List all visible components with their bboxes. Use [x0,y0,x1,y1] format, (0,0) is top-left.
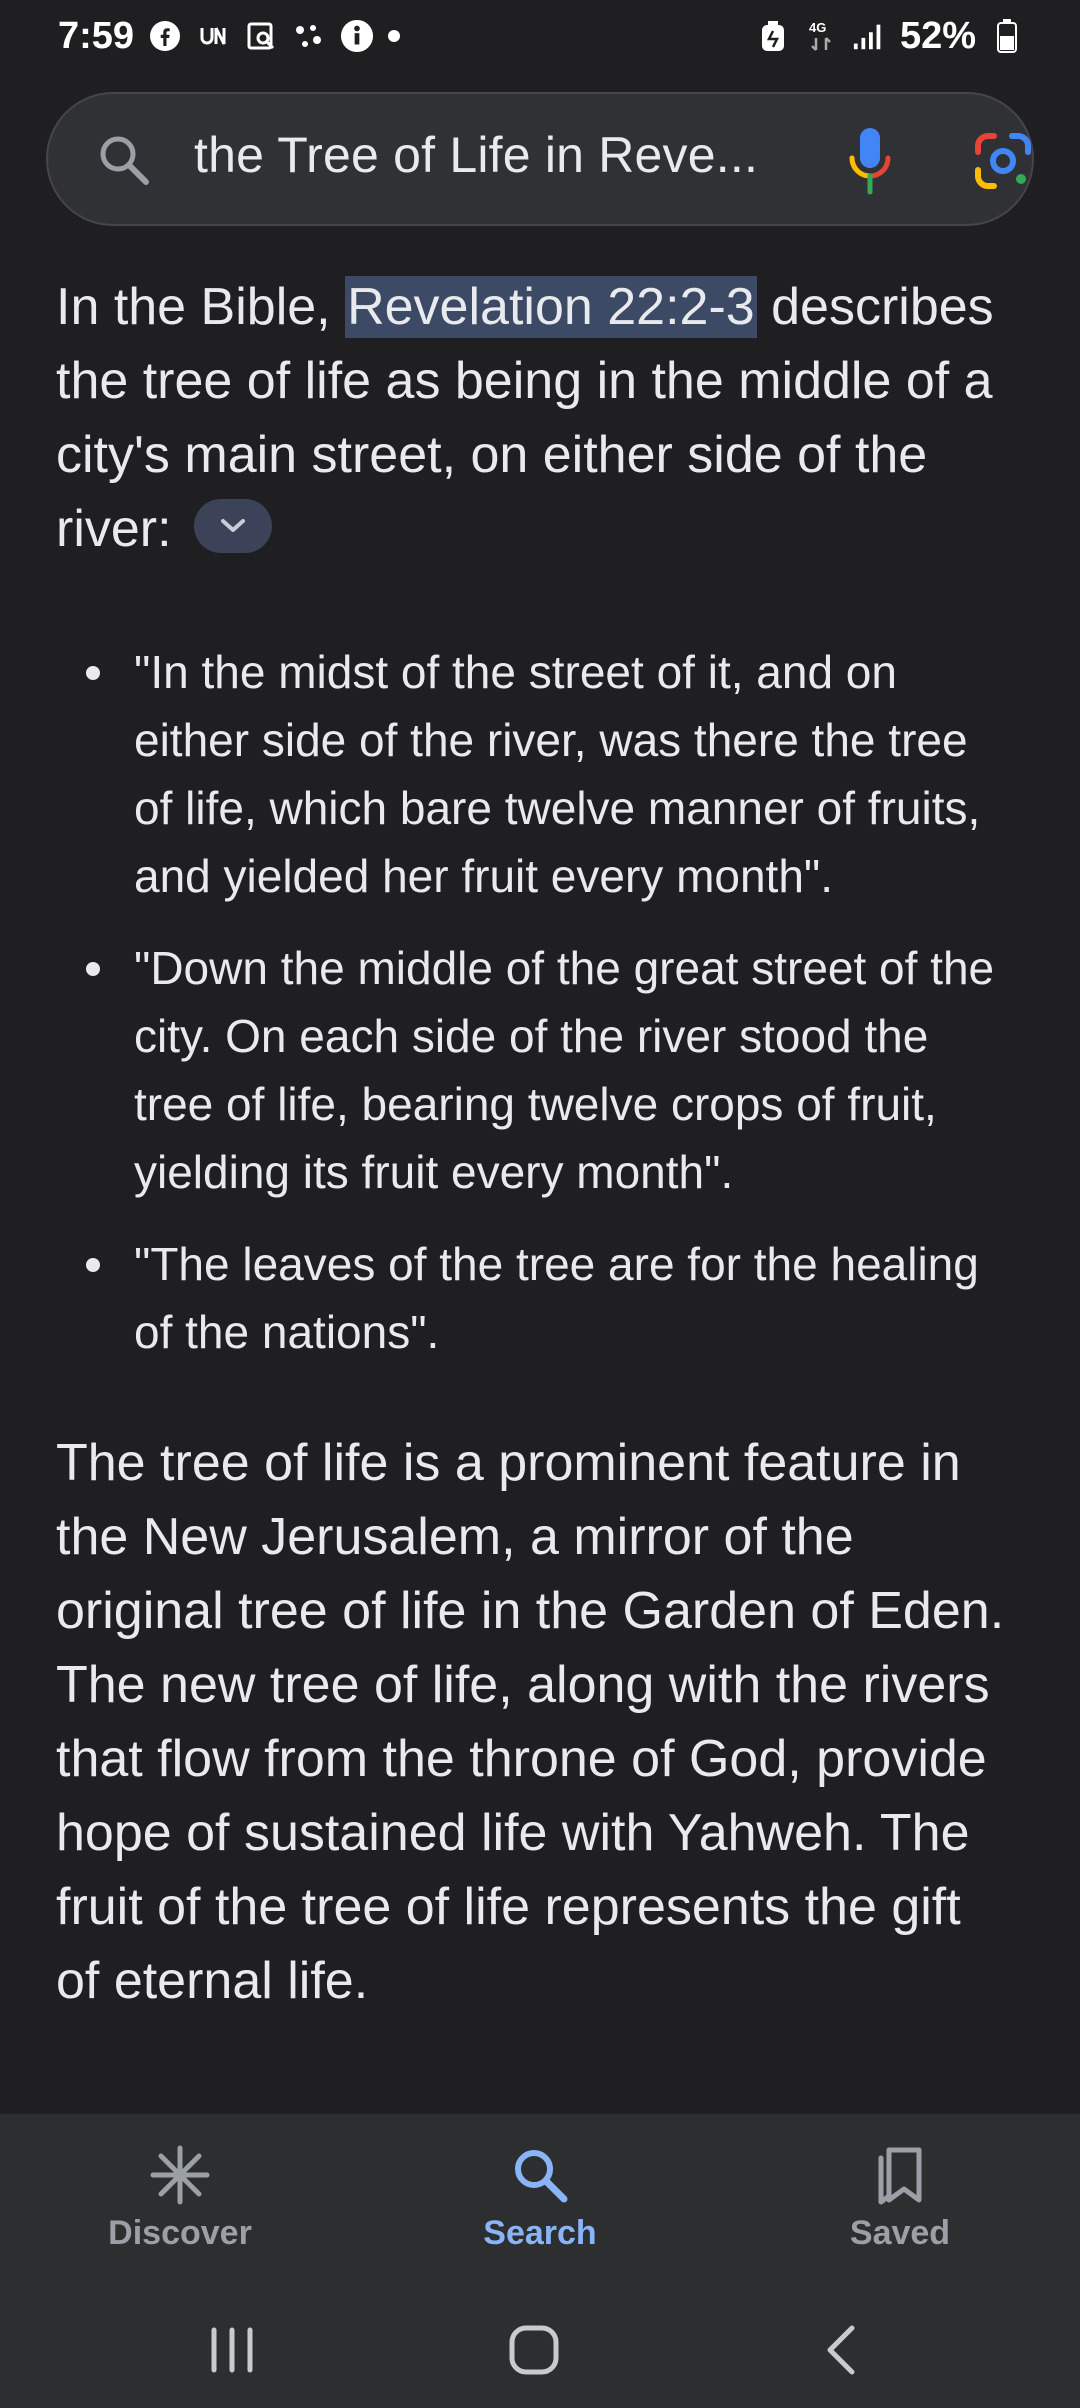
search-query[interactable]: the Tree of Life in Reve... [194,127,759,183]
recent-apps-icon[interactable] [202,2320,262,2380]
nav-discover[interactable] [0,2114,360,2288]
status-bar [0,0,1080,72]
voice-search-mic-icon[interactable] [844,124,896,200]
bullet-icon [86,962,100,976]
quote-text: "The leaves of the tree are for the healing of the nations". [134,1238,979,1358]
quote-list [56,638,1016,1366]
google-lens-icon[interactable] [972,130,1034,192]
bullet-icon [86,1258,100,1272]
quote-text: "In the midst of the street of it, and on either side of the river, was there the tree of life, which bare twelve manner of fruits, and yielded her fruit every month". [134,646,981,902]
nav-search-label: Search [483,2214,597,2252]
chevron-down-icon [220,518,246,534]
search-icon [96,132,152,188]
home-icon[interactable] [504,2320,564,2380]
notification-dot-icon [388,30,400,42]
status-left [58,15,400,58]
signal-icon [852,19,886,53]
intro-text-after: describes the tree of life as being in the middle of a city's main street, on either side of the river: [56,278,994,558]
facebook-icon [148,19,182,53]
quote-text: "Down the middle of the great street of the city. On each side of the river stood the tree of life, bearing twelve crops of fruit, yielding its fruit every month". [134,942,995,1198]
status-right [756,15,1024,58]
svg-text:4G: 4G [808,20,827,35]
nav-discover-label: Discover [108,2214,252,2252]
back-icon[interactable] [812,2320,872,2380]
screenshot-search-icon [244,19,278,53]
search-bar[interactable] [46,92,1034,226]
battery-saver-icon [756,19,790,53]
battery-icon [990,19,1024,53]
ai-answer [56,270,1016,2018]
answer-intro [56,270,1016,566]
intro-text-before: In the Bible, [56,278,346,336]
nav-saved[interactable] [720,2114,1080,2288]
asterisk-icon [149,2144,211,2206]
nav-search[interactable] [360,2114,720,2288]
answer-paragraph: The tree of life is a prominent feature in the New Jerusalem, a mirror of the original tree of life in the Garden of Eden. The new tree of life, along with the rivers that flow from the throne of God, provide hope of sustained life with Yahweh. The fruit of the tree of life represents the gift of eternal life. [56,1434,1005,2010]
battery-percent: 52% [899,14,976,57]
system-navigation-bar [0,2288,1080,2408]
list-item [56,1230,1016,1366]
bottom-navigation [0,2114,1080,2288]
data-4g-icon [804,19,838,53]
list-item [56,638,1016,910]
highlighted-reference[interactable]: Revelation 22:2-3 [347,278,755,336]
bookmarks-icon [869,2144,931,2206]
info-icon [340,19,374,53]
nav-saved-label: Saved [849,2214,951,2252]
status-time: 7:59 [58,14,135,57]
search-icon [509,2144,571,2206]
bullet-icon [86,666,100,680]
list-item [56,934,1016,1206]
source-expand-button[interactable] [194,499,272,553]
nfc-app-icon [196,19,230,53]
dots-app-icon [292,19,326,53]
